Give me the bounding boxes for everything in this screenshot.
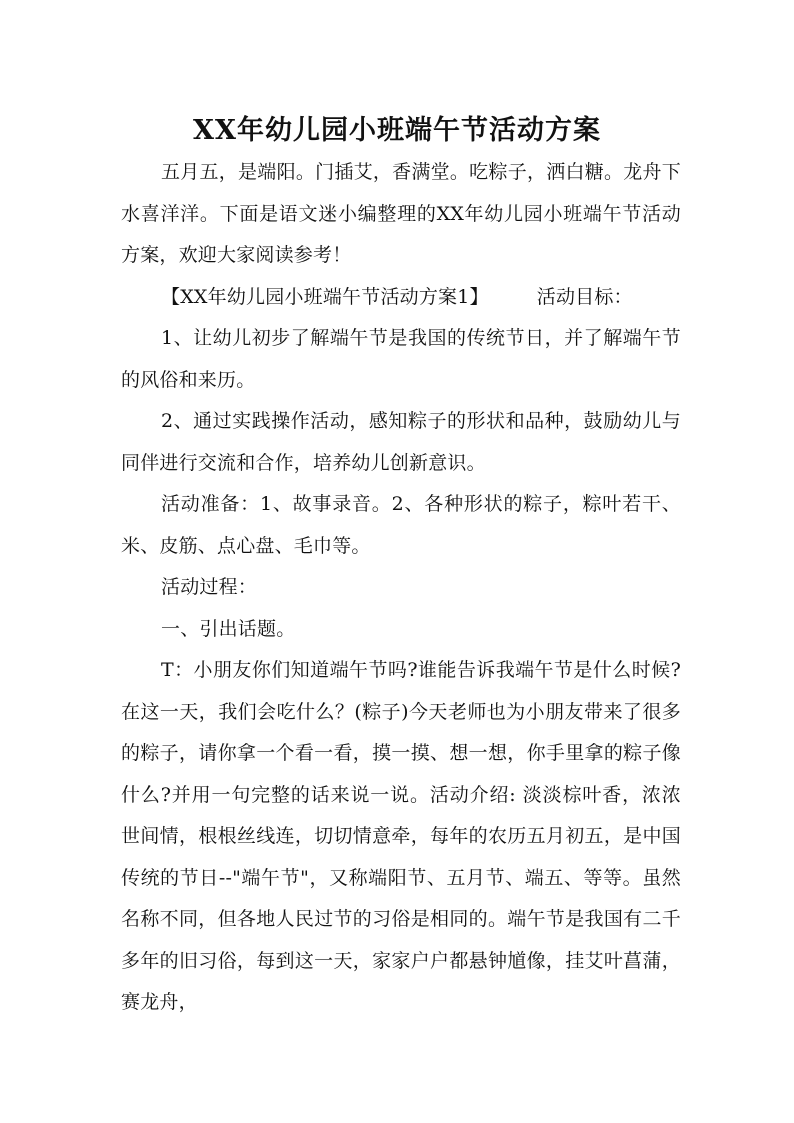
goal-2-paragraph: 2、通过实践操作活动，感知粽子的形状和品种，鼓励幼儿与同伴进行交流和合作，培养幼儿创新意识。 — [121, 410, 681, 474]
document-body — [121, 152, 681, 1024]
preparation-paragraph: 活动准备：1、故事录音。2、各种形状的粽子，粽叶若干、米、皮筋、点心盘、毛巾等。 — [121, 493, 681, 557]
goal-1-paragraph: 1、让幼儿初步了解端午节是我国的传统节日，并了解端午节的风俗和来历。 — [121, 327, 681, 391]
teacher-dialogue-paragraph: T：小朋友你们知道端午节吗?谁能告诉我端午节是什么时候?在这一天，我们会吃什么？(粽子)今天老师也为小朋友带来了很多的粽子，请你拿一个看一看，摸一摸、想一想，你手里拿的粽子像什么?并用一句完整的话来说一说。活动介绍: 淡淡棕叶香，浓浓世间情，根根丝线连，切切情意牵，每年的农历五月初五，是中国传统的节日--"端午节"，又称端阳节、五月节、端五、等等。虽然名称不同，但各地人民过节的习俗是相同的。端午节是我国有二千多年的旧习俗，每到这一天，家家户户都悬钟馗像，挂艾叶菖蒲，赛龙舟， — [121, 659, 681, 1013]
step-1-heading: 一、引出话题。 — [161, 617, 296, 640]
plan-heading: 【XX年幼儿园小班端午节活动方案1】 — [161, 285, 489, 308]
document-title: XX年幼儿园小班端午节活动方案 — [193, 115, 601, 147]
plan-heading-line — [121, 277, 681, 319]
process-label: 活动过程： — [161, 576, 258, 598]
intro-paragraph: 五月五，是端阳。门插艾，香满堂。吃粽子，洒白糖。龙舟下水喜洋洋。下面是语文迷小编整理的XX年幼儿园小班端午节活动方案，欢迎大家阅读参考！ — [121, 161, 681, 266]
goal-label: 活动目标： — [536, 285, 633, 308]
